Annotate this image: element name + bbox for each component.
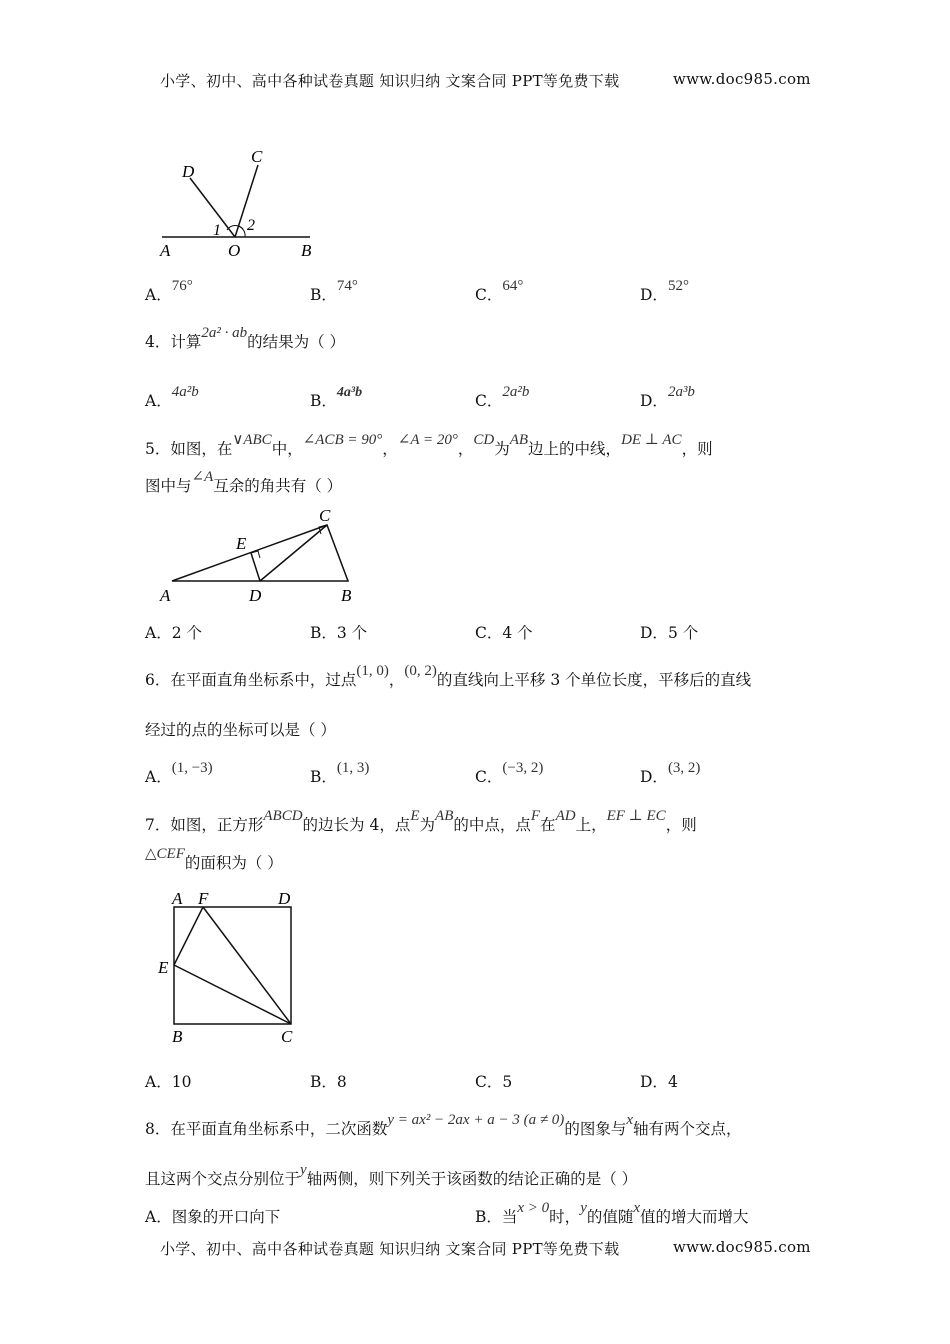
label-c: C [281,1027,293,1046]
label-e: E [158,958,169,977]
median-cd [260,525,327,581]
label-d: D [249,586,262,605]
q6-option-c: C．(−3, 2) [475,760,544,786]
label-f: F [198,889,209,908]
label-2: 2 [247,217,255,234]
q3-option-c: C．64° [475,278,524,304]
q8-option-a: A．图象的开口向下 [145,1208,281,1226]
q4-option-b: B．4a³b [310,385,363,410]
q6-option-d: D．(3, 2) [640,760,701,786]
q6-option-b: B．(1, 3) [310,760,370,786]
q4-option-c: C．2a²b [475,384,530,410]
label-1: 1 [213,222,221,239]
label-a: A [172,889,183,908]
triangle-abc [172,525,348,581]
q3-option-b: B．74° [310,278,358,304]
label-a: A [160,586,171,605]
q6-option-a: A．(1, −3) [145,760,213,786]
label-c: C [251,147,263,166]
segment-de [251,553,260,581]
segment-fc [203,907,291,1024]
angle-arc-2 [238,226,245,237]
square-figure [150,885,310,1050]
q5-option-b: B．3 个 [310,624,368,642]
triangle-figure [155,503,370,608]
label-d: D [182,162,195,181]
q5-option-d: D．5 个 [640,624,699,642]
label-e: E [236,534,247,553]
q8-stem-line2: 且这两个交点分别位于y轴两侧，则下列关于该函数的结论正确的是（ ） [145,1162,638,1188]
q5-stem-line1: 5．如图，在∨ABC中，∠ACB = 90°，∠A = 20°，CD为AB边上的中线，DE ⊥ AC，则 [145,432,713,458]
q5-stem-line2: 图中与∠A互余的角共有（ ） [145,469,343,495]
q7-option-b: B．8 [310,1073,347,1091]
label-b: B [341,586,352,605]
label-b: B [172,1027,183,1046]
q3-option-a: A．76° [145,278,193,304]
label-c: C [319,506,331,525]
segment-ef [174,907,203,965]
header-text: 小学、初中、高中各种试卷真题 知识归纳 文案合同 PPT等免费下载 [160,72,620,90]
q6-stem-line1: 6．在平面直角坐标系中，过点(1, 0)，(0, 2)的直线向上平移 3 个单位长度，平移后的直线 [145,663,752,689]
q4-option-d: D．2a³b [640,384,695,410]
q6-stem-line2: 经过的点的坐标可以是（ ） [145,721,336,739]
square-abcd [174,907,291,1024]
angle-figure [150,140,330,265]
segment-ec [174,965,291,1024]
label-d: D [278,889,291,908]
q4-stem: 4．计算2a² · ab的结果为（ ） [145,325,346,351]
label-o: O [228,241,241,260]
q4-option-a: A．4a²b [145,384,199,410]
footer-url: www.doc985.com [673,1238,811,1256]
footer-text: 小学、初中、高中各种试卷真题 知识归纳 文案合同 PPT等免费下载 [160,1240,620,1258]
q7-option-a: A．10 [145,1073,192,1091]
q7-stem-line1: 7．如图，正方形ABCD的边长为 4，点E为AB的中点，点F在AD上，EF ⊥ EC，则 [145,808,697,834]
q3-option-d: D．52° [640,278,689,304]
q5-option-c: C．4 个 [475,624,533,642]
q7-option-c: C．5 [475,1073,513,1091]
q8-stem-line1: 8．在平面直角坐标系中，二次函数y = ax² − 2ax + a − 3 (a ≠ 0)的图象与x轴有两个交点， [145,1112,742,1138]
q7-stem-line2: △CEF的面积为（ ） [145,846,283,872]
q7-option-d: D．4 [640,1073,678,1091]
q8-option-b: B．当x > 0时，y的值随x值的增大而增大 [475,1200,749,1226]
q5-option-a: A．2 个 [145,624,202,642]
header-url: www.doc985.com [673,70,811,88]
label-a: A [160,241,171,260]
label-b: B [301,241,312,260]
